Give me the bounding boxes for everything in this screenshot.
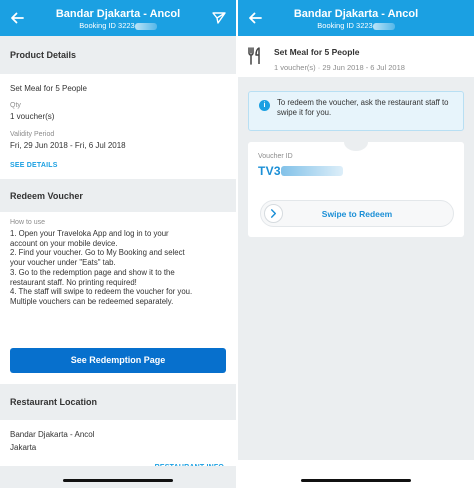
redacted-booking-digits	[135, 23, 157, 30]
back-arrow-icon[interactable]	[246, 9, 264, 27]
qty-label: Qty	[10, 102, 21, 109]
voucher-card	[248, 142, 464, 237]
booking-id: Booking ID 3223	[30, 21, 206, 30]
step-line: Multiple vouchers can be redeemed separately.	[10, 296, 174, 306]
validity-value: Fri, 29 Jun 2018 - Fri, 6 Jul 2018	[10, 141, 126, 150]
page-title: Bandar Djakarta - Ancol	[293, 8, 419, 20]
voucher-id-label: Voucher ID	[258, 153, 293, 160]
see-redemption-page-button[interactable]: See Redemption Page	[10, 348, 226, 373]
info-icon: i	[259, 100, 270, 111]
home-indicator	[63, 479, 173, 482]
swipe-label: Swipe to Redeem	[321, 209, 393, 219]
fork-knife-icon	[247, 47, 263, 65]
bottom-area	[238, 460, 474, 488]
how-to-steps	[10, 229, 226, 307]
booking-id: Booking ID 3223	[268, 21, 444, 30]
share-icon[interactable]	[211, 10, 227, 26]
redemption-screen	[238, 0, 474, 488]
ticket-notch	[344, 133, 368, 151]
redeem-voucher-body	[0, 212, 236, 359]
meal-name: Set Meal for 5 People	[274, 47, 360, 57]
meal-name: Set Meal for 5 People	[10, 84, 87, 93]
meal-subtitle: 1 voucher(s) · 29 Jun 2018 - 6 Jul 2018	[274, 63, 405, 72]
redacted-voucher-digits	[281, 166, 343, 176]
step-line: restaurant staff. No printing required!	[10, 277, 137, 287]
redacted-booking-digits	[373, 23, 395, 30]
voucher-id: TV3	[258, 164, 343, 178]
restaurant-name: Bandar Djakarta - Ancol	[10, 430, 95, 439]
validity-label: Validity Period	[10, 131, 55, 138]
booking-detail-screen	[0, 0, 236, 488]
top-bar	[238, 0, 474, 36]
redeem-voucher-heading: Redeem Voucher	[0, 179, 236, 212]
info-text: To redeem the voucher, ask the restaurant staff to swipe it for you.	[277, 98, 449, 117]
product-details-heading: Product Details	[0, 36, 236, 74]
bottom-area	[0, 466, 236, 488]
page-title: Bandar Djakarta - Ancol	[55, 8, 181, 20]
step-line: your voucher under "Eats" tab.	[10, 258, 116, 268]
how-to-use-label: How to use	[10, 219, 46, 226]
home-indicator	[301, 479, 411, 482]
step-line: 3. Go to the redemption page and show it to the	[10, 267, 175, 277]
step-line: account on your mobile device.	[10, 238, 118, 248]
restaurant-location-heading: Restaurant Location	[0, 384, 236, 420]
step-line: 2. Find your voucher. Go to My Booking and select	[10, 248, 185, 258]
step-line: 1. Open your Traveloka App and log in to your	[10, 229, 169, 238]
top-bar	[0, 0, 236, 36]
swipe-to-redeem-slider[interactable]	[260, 200, 454, 227]
step-line: 4. The staff will swipe to redeem the voucher for you.	[10, 287, 193, 297]
restaurant-city: Jakarta	[10, 443, 37, 452]
product-details-body	[0, 74, 236, 179]
see-details-link[interactable]: SEE DETAILS	[10, 162, 58, 169]
qty-value: 1 voucher(s)	[10, 112, 55, 121]
info-banner	[248, 91, 464, 131]
back-arrow-icon[interactable]	[8, 9, 26, 27]
